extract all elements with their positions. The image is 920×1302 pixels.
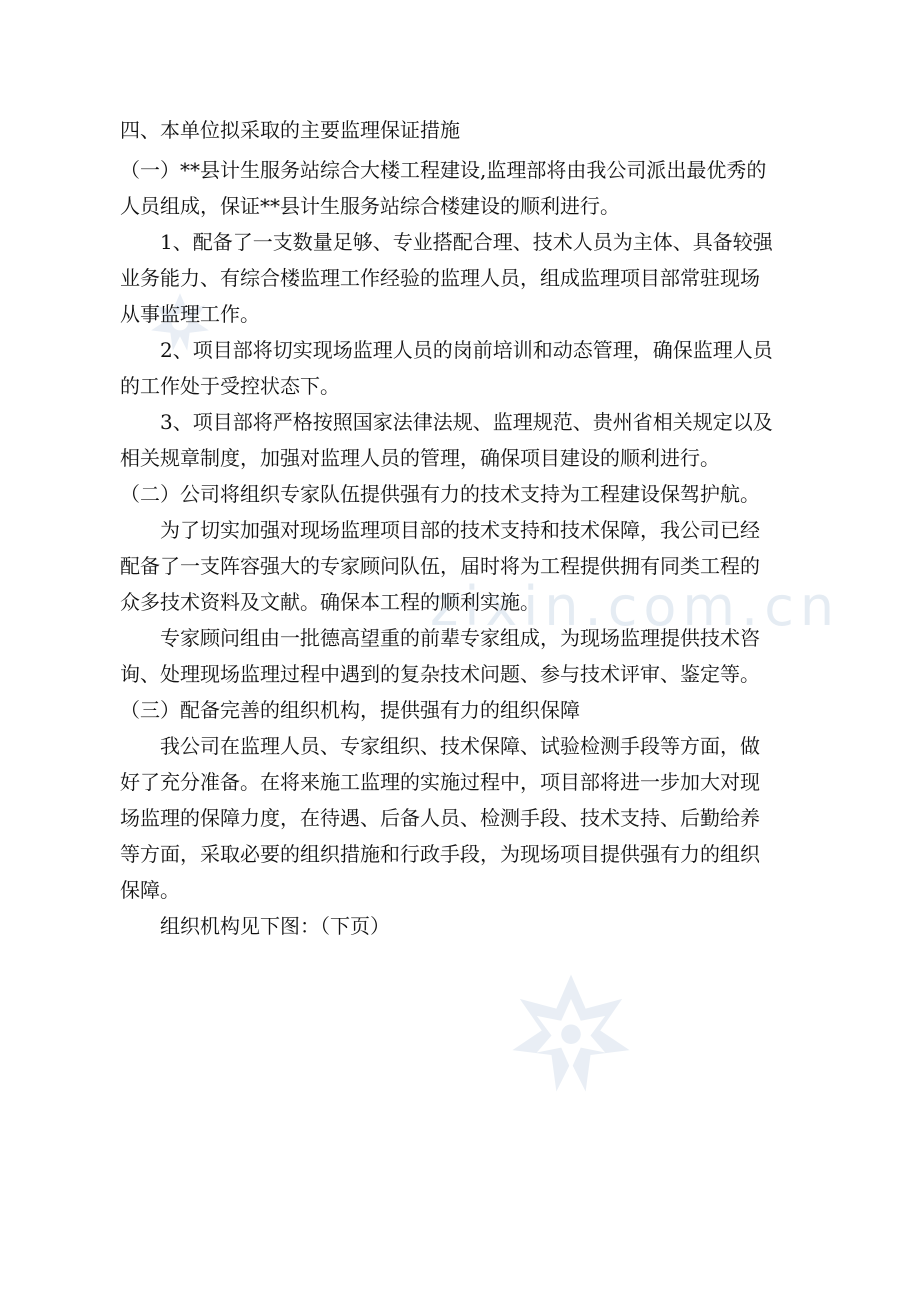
paragraph-item3 <box>120 404 825 476</box>
paragraph-line: 的工作处于受控状态下。 <box>120 374 340 398</box>
paragraph-line: 好了充分准备。在将来施工监理的实施过程中，项目部将进一步加大对现 <box>120 770 760 794</box>
document-body <box>120 112 825 944</box>
paragraph-line: 等方面，采取必要的组织措施和行政手段，为现场项目提供强有力的组织 <box>120 842 760 866</box>
paragraph-line: 人员组成，保证**县计生服务站综合楼建设的顺利进行。 <box>120 194 620 218</box>
section-heading: 四、本单位拟采取的主要监理保证措施 <box>120 118 460 142</box>
paragraph-sec2 <box>120 476 825 512</box>
paragraph-line: （二）公司将组织专家队伍提供强有力的技术支持为工程建设保驾护航。 <box>120 482 760 506</box>
paragraph-line: 保障。 <box>120 878 180 902</box>
watermark-text: zixin.com.cn <box>430 575 841 638</box>
paragraph-item1 <box>120 224 825 332</box>
paragraph-line: 组织机构见下图：（下页） <box>160 914 390 938</box>
paragraph-line: 众多技术资料及文献。确保本工程的顺利实施。 <box>120 590 540 614</box>
paragraph-sec3-p2 <box>120 908 825 944</box>
paragraph-list <box>120 152 825 944</box>
paragraph-line: 1、配备了一支数量足够、专业搭配合理、技术人员为主体、具备较强 <box>160 230 773 254</box>
watermark-logo-icon <box>510 972 632 1094</box>
paragraph-item2 <box>120 332 825 404</box>
paragraph-line: 为了切实加强对现场监理项目部的技术支持和技术保障，我公司已经 <box>160 518 760 542</box>
paragraph-line: 从事监理工作。 <box>120 302 260 326</box>
paragraph-line: （一）**县计生服务站综合大楼工程建设,监理部将由我公司派出最优秀的 <box>120 158 767 182</box>
paragraph-line: 专家顾问组由一批德高望重的前辈专家组成，为现场监理提供技术咨 <box>160 626 760 650</box>
paragraph-sec2-p1 <box>120 512 825 620</box>
paragraph-line: 配备了一支阵容强大的专家顾问队伍，届时将为工程提供拥有同类工程的 <box>120 554 760 578</box>
paragraph-line: （三）配备完善的组织机构，提供强有力的组织保障 <box>120 698 580 722</box>
paragraph-line: 2、项目部将切实现场监理人员的岗前培训和动态管理，确保监理人员 <box>160 338 773 362</box>
paragraph-sec3-p1 <box>120 728 825 908</box>
paragraph-line: 场监理的保障力度，在待遇、后备人员、检测手段、技术支持、后勤给养 <box>120 806 760 830</box>
paragraph-sec3 <box>120 692 825 728</box>
paragraph-line: 相关规章制度，加强对监理人员的管理，确保项目建设的顺利进行。 <box>120 446 720 470</box>
paragraph-line: 询、处理现场监理过程中遇到的复杂技术问题、参与技术评审、鉴定等。 <box>120 662 760 686</box>
paragraph-sec1 <box>120 152 825 224</box>
paragraph-line: 我公司在监理人员、专家组织、技术保障、试验检测手段等方面，做 <box>160 734 760 758</box>
paragraph-line: 业务能力、有综合楼监理工作经验的监理人员，组成监理项目部常驻现场 <box>120 266 760 290</box>
paragraph-sec2-p2 <box>120 620 825 692</box>
paragraph-line: 3、项目部将严格按照国家法律法规、监理规范、贵州省相关规定以及 <box>160 410 773 434</box>
